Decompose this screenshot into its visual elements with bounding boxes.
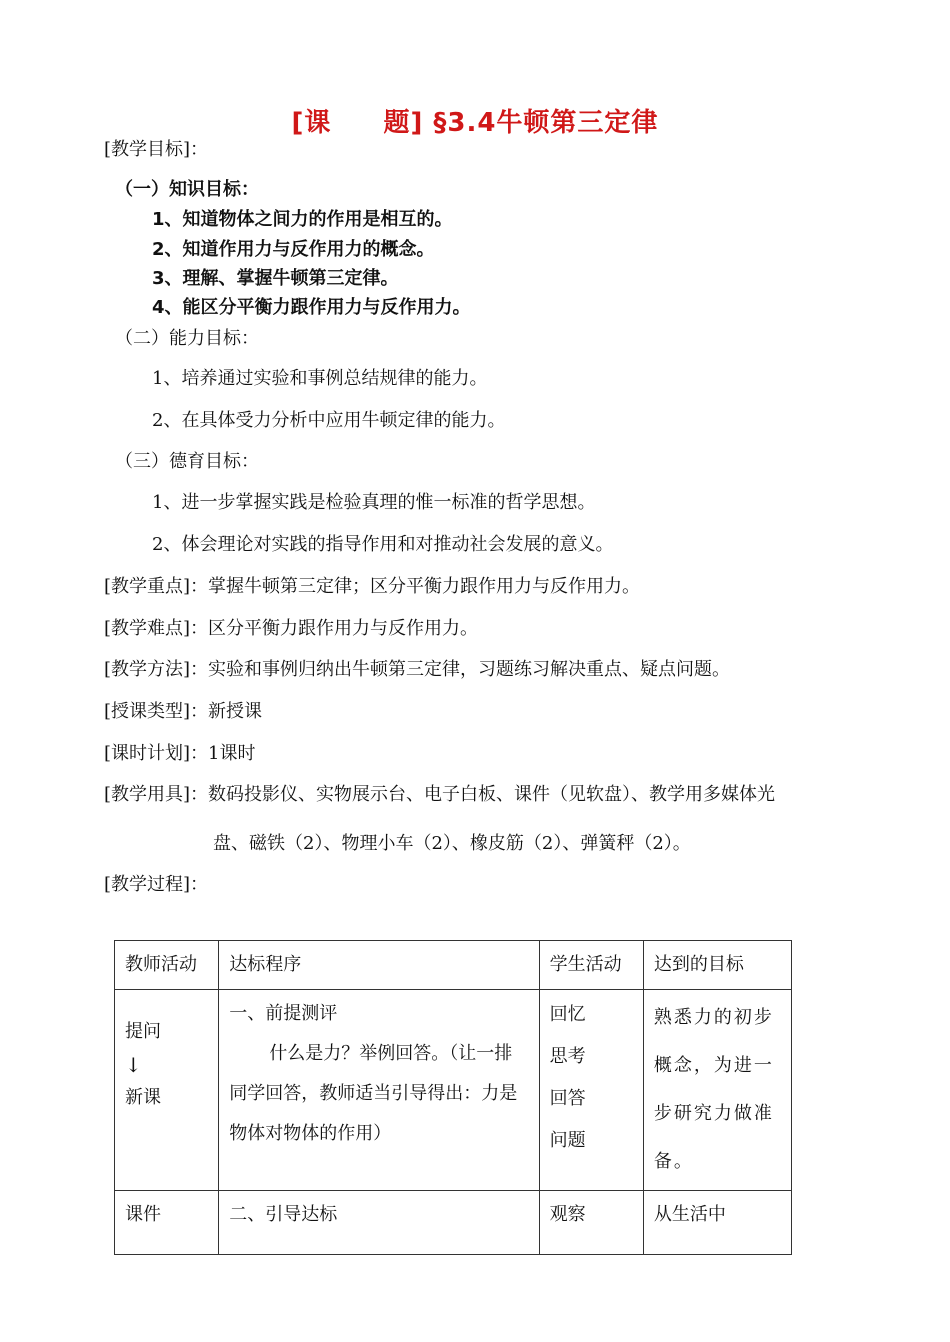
ability-item-1: 1、培养通过实验和事例总结规律的能力。 xyxy=(152,368,488,389)
moral-item-1: 1、进一步掌握实践是检验真理的惟一标准的哲学思想。 xyxy=(152,492,596,513)
knowledge-heading: （一）知识目标： xyxy=(115,179,259,200)
title-part-1: [课 xyxy=(291,108,332,138)
schedule: [课时计划]：1课时 xyxy=(104,743,256,764)
knowledge-item-1: 1、知道物体之间力的作用是相互的。 xyxy=(152,209,453,230)
table-row xyxy=(115,1191,792,1255)
process-heading: [教学过程]： xyxy=(104,874,209,895)
row2-goal: 从生活中 xyxy=(643,1191,791,1255)
row1-procedure xyxy=(219,990,539,1191)
moral-item-2: 2、体会理论对实践的指导作用和对推动社会发展的意义。 xyxy=(152,534,614,555)
difficulties: [教学难点]：区分平衡力跟作用力与反作用力。 xyxy=(104,618,479,639)
knowledge-item-4: 4、能区分平衡力跟作用力与反作用力。 xyxy=(152,297,471,318)
lesson-type: [授课类型]：新授课 xyxy=(104,701,263,722)
header-goal: 达到的目标 xyxy=(643,941,791,990)
page-title xyxy=(0,102,950,139)
row1-student: 回忆 思考 回答 问题 xyxy=(539,990,643,1191)
row1-goal: 熟悉力的初步概念，为进一步研究力做准备。 xyxy=(643,990,791,1191)
down-arrow-icon: ↓ xyxy=(125,1053,142,1077)
methods: [教学方法]：实验和事例归纳出牛顿第三定律，习题练习解决重点、疑点问题。 xyxy=(104,659,731,680)
procedure-title: 一、前提测评 xyxy=(229,1003,338,1024)
procedure-text: 什么是力？举例回答。（让一排同学回答，教师适当引导得出：力是物体对物体的作用） xyxy=(229,1043,518,1144)
row2-procedure: 二、引导达标 xyxy=(219,1191,539,1255)
ability-heading: （二）能力目标： xyxy=(115,328,259,349)
table-header-row xyxy=(115,941,792,990)
header-teacher: 教师活动 xyxy=(115,941,219,990)
title-part-2: 题] §3.4牛顿第三定律 xyxy=(383,108,659,138)
knowledge-item-3: 3、理解、掌握牛顿第三定律。 xyxy=(152,268,399,289)
header-student: 学生活动 xyxy=(539,941,643,990)
key-points: [教学重点]：掌握牛顿第三定律；区分平衡力跟作用力与反作用力。 xyxy=(104,576,641,597)
knowledge-item-2: 2、知道作用力与反作用力的概念。 xyxy=(152,239,435,260)
tools-line-2: 盘、磁铁（2）、物理小车（2）、橡皮筋（2）、弹簧秤（2）。 xyxy=(213,833,691,854)
ability-item-2: 2、在具体受力分析中应用牛顿定律的能力。 xyxy=(152,410,506,431)
header-procedure: 达标程序 xyxy=(219,941,539,990)
row1-teacher: 提问 ↓ 新课 xyxy=(115,990,219,1191)
row2-teacher: 课件 xyxy=(115,1191,219,1255)
moral-heading: （三）德育目标： xyxy=(115,451,259,472)
table-row xyxy=(115,990,792,1191)
row2-student: 观察 xyxy=(539,1191,643,1255)
tools-line-1: [教学用具]：数码投影仪、实物展示台、电子白板、课件（见软盘）、教学用多媒体光 xyxy=(104,784,776,805)
objectives-heading: [教学目标]： xyxy=(104,139,209,160)
lesson-process-table xyxy=(114,940,792,1255)
